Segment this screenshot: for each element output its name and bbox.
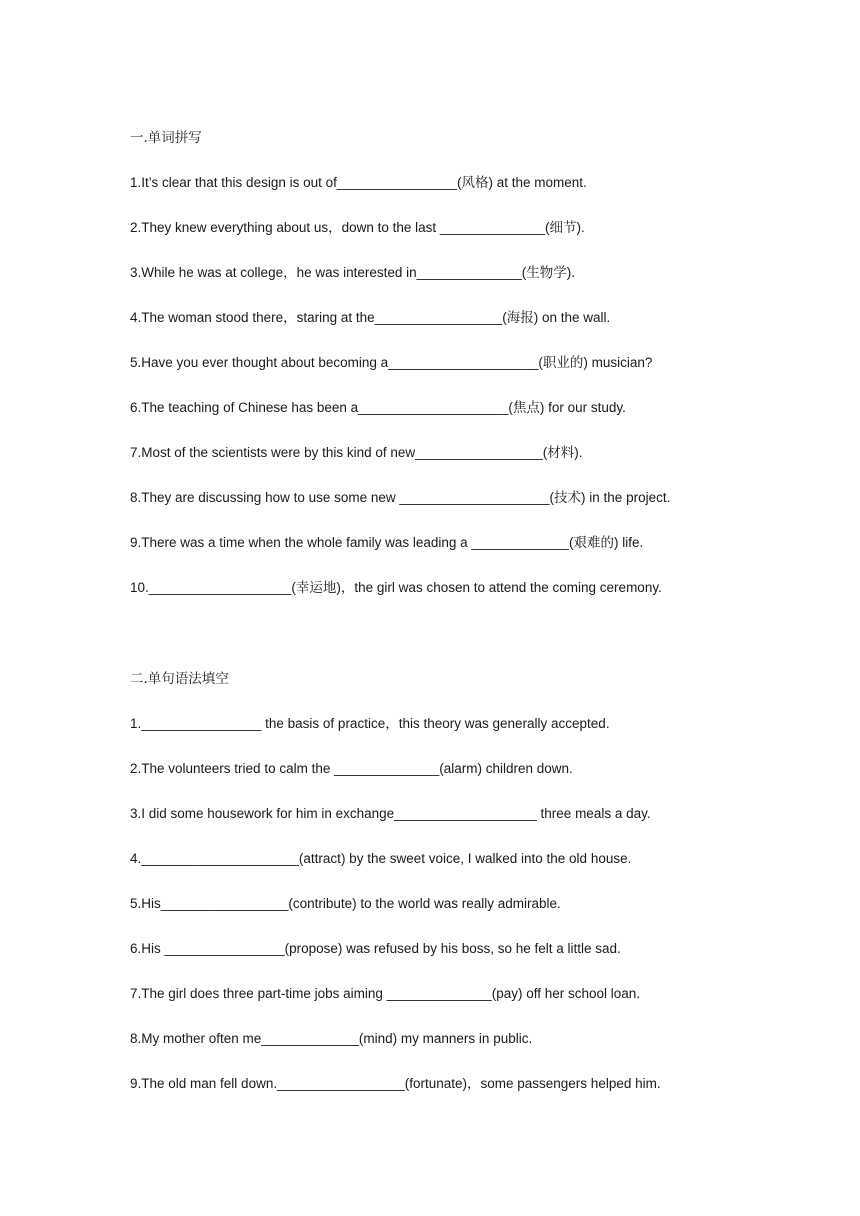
section-2-question-5: 5.His_________________(contribute) to the world was really admirable. xyxy=(130,896,561,911)
section-2-question-3: 3.I did some housework for him in exchange___________________ three meals a day. xyxy=(130,806,651,821)
section-2-question-1: 1.________________ the basis of practice，this theory was generally accepted. xyxy=(130,716,610,731)
section-2-question-7: 7.The girl does three part-time jobs aiming ______________(pay) off her school loan. xyxy=(130,986,641,1001)
section-2-heading: 二.单句语法填空 xyxy=(130,671,229,687)
section-1-question-4: 4.The woman stood there，staring at the_________________(海报) on the wall. xyxy=(130,310,611,325)
section-1-question-8: 8.They are discussing how to use some new ____________________(技术) in the project. xyxy=(130,490,671,505)
section-1-question-6: 6.The teaching of Chinese has been a____________________(焦点) for our study. xyxy=(130,400,626,415)
section-2-question-4: 4._____________________(attract) by the sweet voice, I walked into the old house. xyxy=(130,851,632,866)
section-2-question-9: 9.The old man fell down._________________(fortunate)，some passengers helped him. xyxy=(130,1076,661,1091)
section-1-heading: 一.单词拼写 xyxy=(130,130,202,146)
section-1-question-10: 10.___________________(幸运地)，the girl was chosen to attend the coming ceremony. xyxy=(130,580,662,595)
section-2-question-8: 8.My mother often me_____________(mind) my manners in public. xyxy=(130,1031,533,1046)
section-1-question-9: 9.There was a time when the whole family was leading a _____________(艰难的) life. xyxy=(130,535,644,550)
section-1-question-7: 7.Most of the scientists were by this kind of new_________________(材料). xyxy=(130,445,583,460)
section-1-question-2: 2.They knew everything about us，down to the last ______________(细节). xyxy=(130,220,585,235)
section-1-question-3: 3.While he was at college，he was interested in______________(生物学). xyxy=(130,265,576,280)
section-1-question-1: 1.It’s clear that this design is out of________________(风格) at the moment. xyxy=(130,175,587,190)
section-1-question-5: 5.Have you ever thought about becoming a____________________(职业的) musician? xyxy=(130,355,653,370)
section-2-question-2: 2.The volunteers tried to calm the ______________(alarm) children down. xyxy=(130,761,573,776)
section-2-question-6: 6.His ________________(propose) was refused by his boss, so he felt a little sad. xyxy=(130,941,621,956)
